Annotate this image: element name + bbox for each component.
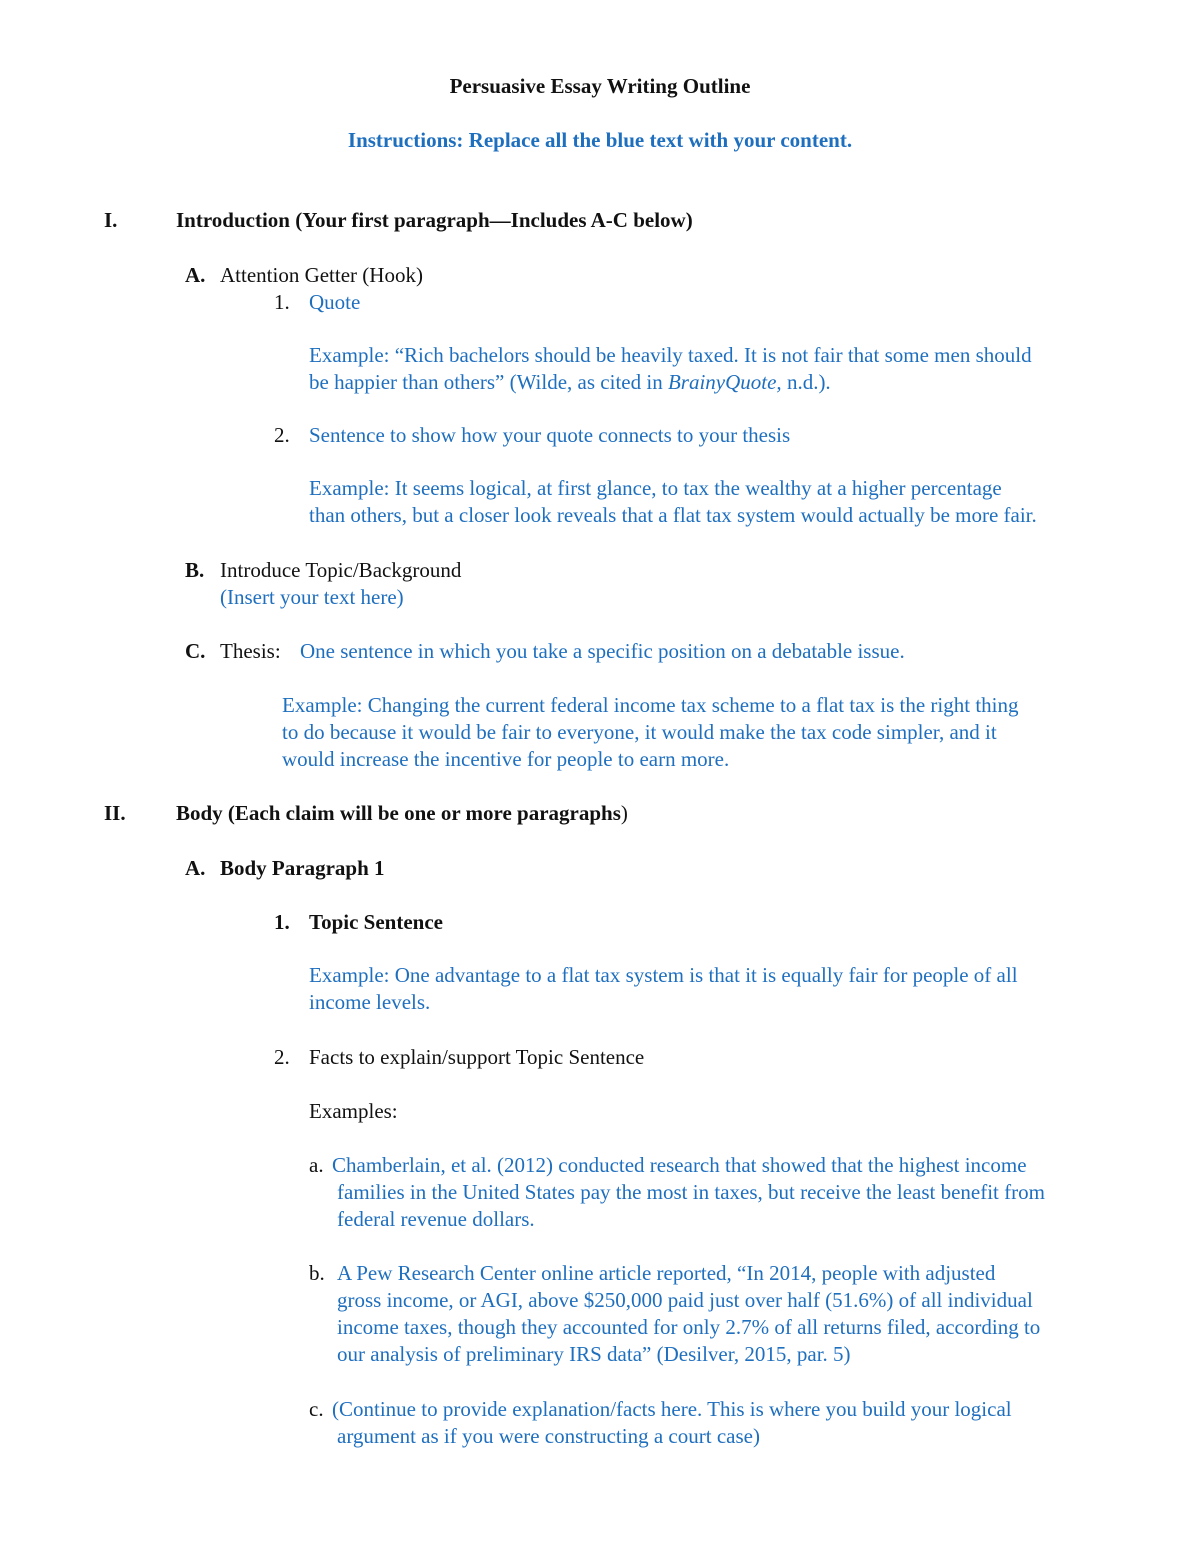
item-c-letter: C.	[185, 639, 206, 663]
background-placeholder: (Insert your text here)	[220, 585, 404, 609]
item-b-letter: B.	[185, 558, 205, 582]
sub-a-line-2: families in the United States pay the most in taxes, but receive the least benefit from	[337, 1180, 1045, 1204]
sub-b-line-4: our analysis of preliminary IRS data” (Desilver, 2015, par. 5)	[337, 1342, 851, 1366]
thesis-example-line-2: to do because it would be fair to everyone, it would make the tax code simpler, and it	[282, 720, 997, 744]
section-1-numeral: I.	[104, 208, 118, 232]
body-paragraph-1-label: Body Paragraph 1	[220, 856, 385, 880]
body-item-1-number: 1.	[274, 910, 290, 934]
thesis-example-line-3: would increase the incentive for people to earn more.	[282, 747, 730, 771]
examples-label: Examples:	[309, 1099, 398, 1123]
connect-sentence-item: Sentence to show how your quote connects to your thesis	[309, 423, 791, 447]
attention-getter-label: Attention Getter (Hook)	[220, 263, 423, 287]
sub-b-letter: b.	[309, 1261, 325, 1285]
body-item-2-number: 2.	[274, 1045, 290, 1069]
sub-a-letter: a.	[309, 1153, 324, 1177]
sub-c-line-2: argument as if you were constructing a court case)	[337, 1424, 760, 1448]
connect-example-line-1: Example: It seems logical, at first glance, to tax the wealthy at a higher percentage	[309, 476, 1002, 500]
brainyquote-citation: BrainyQuote,	[667, 370, 782, 394]
sub-a-line-3: federal revenue dollars.	[337, 1207, 535, 1231]
sub-b-line-2: gross income, or AGI, above $250,000 paid just over half (51.6%) of all individual	[337, 1288, 1033, 1312]
item-2-number: 2.	[274, 423, 290, 447]
document-title: Persuasive Essay Writing Outline	[449, 74, 751, 98]
quote-item: Quote	[309, 290, 361, 314]
topic-example-line-2: income levels.	[309, 990, 431, 1014]
thesis-text: One sentence in which you take a specific position on a debatable issue.	[300, 639, 905, 663]
connect-example-line-2: than others, but a closer look reveals that a flat tax system would actually be more fair.	[309, 503, 1037, 527]
section-1-heading: Introduction (Your first paragraph—Includes A-C below)	[176, 208, 693, 232]
topic-example-line-1: Example: One advantage to a flat tax system is that it is equally fair for people of all	[309, 963, 1018, 987]
quote-example-line-1: Example: “Rich bachelors should be heavily taxed. It is not fair that some men should	[309, 343, 1032, 367]
thesis-label: Thesis:	[220, 639, 281, 663]
topic-sentence-label: Topic Sentence	[309, 910, 443, 934]
sub-b-line-1: A Pew Research Center online article reported, “In 2014, people with adjusted	[337, 1261, 996, 1285]
body-a-letter: A.	[185, 856, 206, 880]
background-label: Introduce Topic/Background	[220, 558, 462, 582]
sub-c-line-1: (Continue to provide explanation/facts here. This is where you build your logical	[332, 1397, 1012, 1421]
sub-b-line-3: income taxes, though they accounted for only 2.7% of all returns filed, according to	[337, 1315, 1041, 1339]
instructions: Instructions: Replace all the blue text with your content.	[347, 128, 853, 152]
quote-example-line-2: be happier than others” (Wilde, as cited in BrainyQuote, n.d.).	[309, 370, 831, 394]
section-2-heading: Body (Each claim will be one or more paragraphs)	[176, 801, 628, 825]
section-2-numeral: II.	[104, 801, 126, 825]
sub-c-letter: c.	[309, 1397, 324, 1421]
item-1-number: 1.	[274, 290, 290, 314]
item-a-letter: A.	[185, 263, 206, 287]
sub-a-line-1: Chamberlain, et al. (2012) conducted research that showed that the highest income	[332, 1153, 1027, 1177]
facts-label: Facts to explain/support Topic Sentence	[309, 1045, 645, 1069]
thesis-example-line-1: Example: Changing the current federal income tax scheme to a flat tax is the right thing	[282, 693, 1019, 717]
